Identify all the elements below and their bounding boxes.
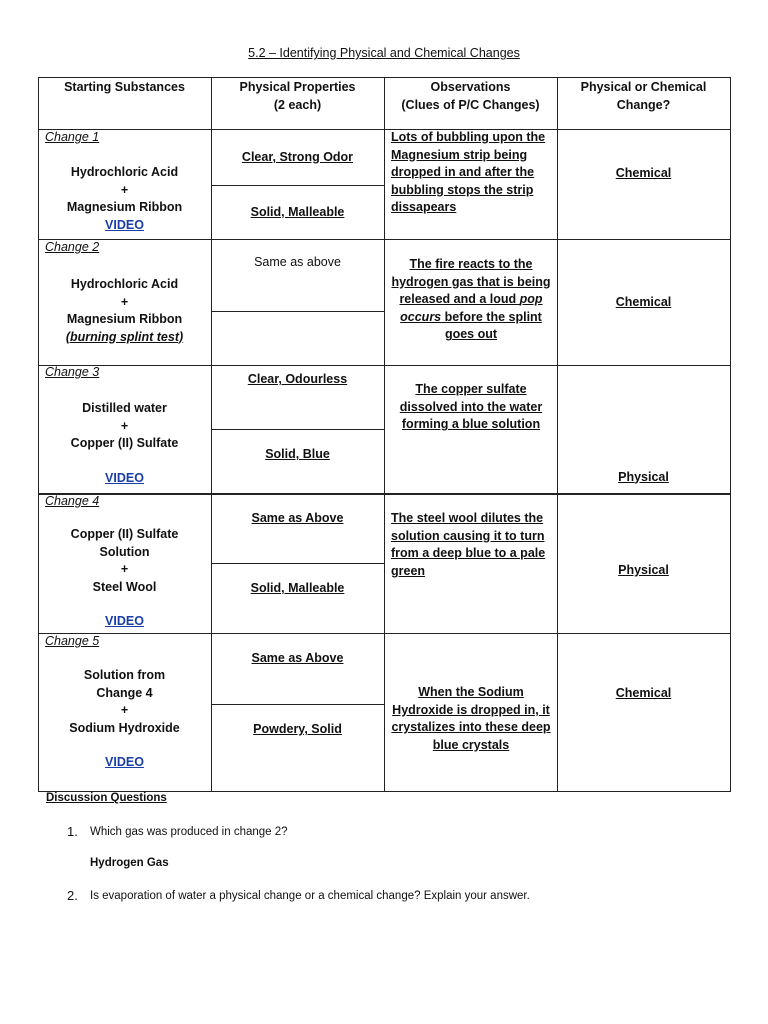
observation: The steel wool dilutes the solution causing it to turn from a deep blue to a pale green — [391, 511, 546, 578]
row-label: Change 4 — [45, 494, 100, 508]
header-change-type: Physical or Chemical Change? — [580, 80, 707, 112]
question-text: Is evaporation of water a physical change or a chemical change? Explain your answer. — [90, 890, 530, 902]
row-label: Change 1 — [45, 130, 100, 144]
observation: Lots of bubbling upon the Magnesium strip being dropped in and after the bubbling stops the strip dissapears — [391, 130, 546, 215]
change-result: Physical — [618, 563, 669, 578]
video-link[interactable]: VIDEO — [105, 755, 144, 769]
question-number: 1. — [67, 824, 78, 839]
starting-substances: Copper (II) Sulfate Solution + Steel Wool VIDEO — [38, 526, 211, 631]
row-label: Change 3 — [45, 365, 100, 379]
starting-substances: Hydrochloric Acid + Magnesium Ribbon (burning splint test) — [65, 277, 184, 344]
row-label: Change 2 — [45, 240, 100, 254]
video-link[interactable]: VIDEO — [105, 470, 144, 485]
change-result: Chemical — [615, 166, 672, 181]
question-number: 2. — [67, 888, 78, 903]
observation: The fire reacts to the hydrogen gas that is being released and a loud pop occurs before the splint goes out — [391, 257, 551, 342]
observation: When the Sodium Hydroxide is dropped in, it crystalizes into these deep blue crystals — [391, 685, 551, 752]
discussion-heading: Discussion Questions — [46, 792, 167, 804]
starting-substances: Hydrochloric Acid + Magnesium Ribbon VIDEO — [38, 164, 211, 234]
physical-property: Solid, Malleable — [250, 204, 345, 219]
starting-substances: Distilled water + Copper (II) Sulfate VIDEO — [38, 400, 211, 490]
physical-property: Same as above — [254, 255, 341, 269]
page-title: 5.2 – Identifying Physical and Chemical Changes — [248, 46, 520, 60]
physical-property: Clear, Strong Odor — [241, 149, 354, 164]
physical-property: Same as Above — [251, 510, 344, 525]
changes-table — [38, 77, 731, 792]
question-text: Which gas was produced in change 2? — [90, 826, 288, 838]
answer-text: Hydrogen Gas — [90, 857, 169, 869]
physical-property: Powdery, Solid — [253, 722, 342, 737]
change-result: Chemical — [615, 686, 672, 701]
row-label: Change 5 — [45, 634, 100, 648]
change-result: Physical — [618, 469, 669, 484]
observation: The copper sulfate dissolved into the water forming a blue solution — [399, 382, 543, 432]
header-observations: Observations (Clues of P/C Changes) — [401, 80, 540, 112]
header-starting-substances: Starting Substances — [64, 80, 185, 94]
physical-property: Same as Above — [251, 651, 344, 666]
physical-property: Solid, Malleable — [250, 581, 345, 596]
video-link[interactable]: VIDEO — [105, 614, 144, 628]
header-physical-properties: Physical Properties (2 each) — [239, 80, 356, 112]
starting-substances: Solution from Change 4 + Sodium Hydroxide VIDEO — [38, 667, 211, 777]
physical-property: Solid, Blue — [265, 447, 330, 462]
physical-property: Clear, Odourless — [247, 372, 348, 387]
video-link[interactable]: VIDEO — [105, 217, 144, 232]
change-result: Chemical — [615, 294, 672, 309]
